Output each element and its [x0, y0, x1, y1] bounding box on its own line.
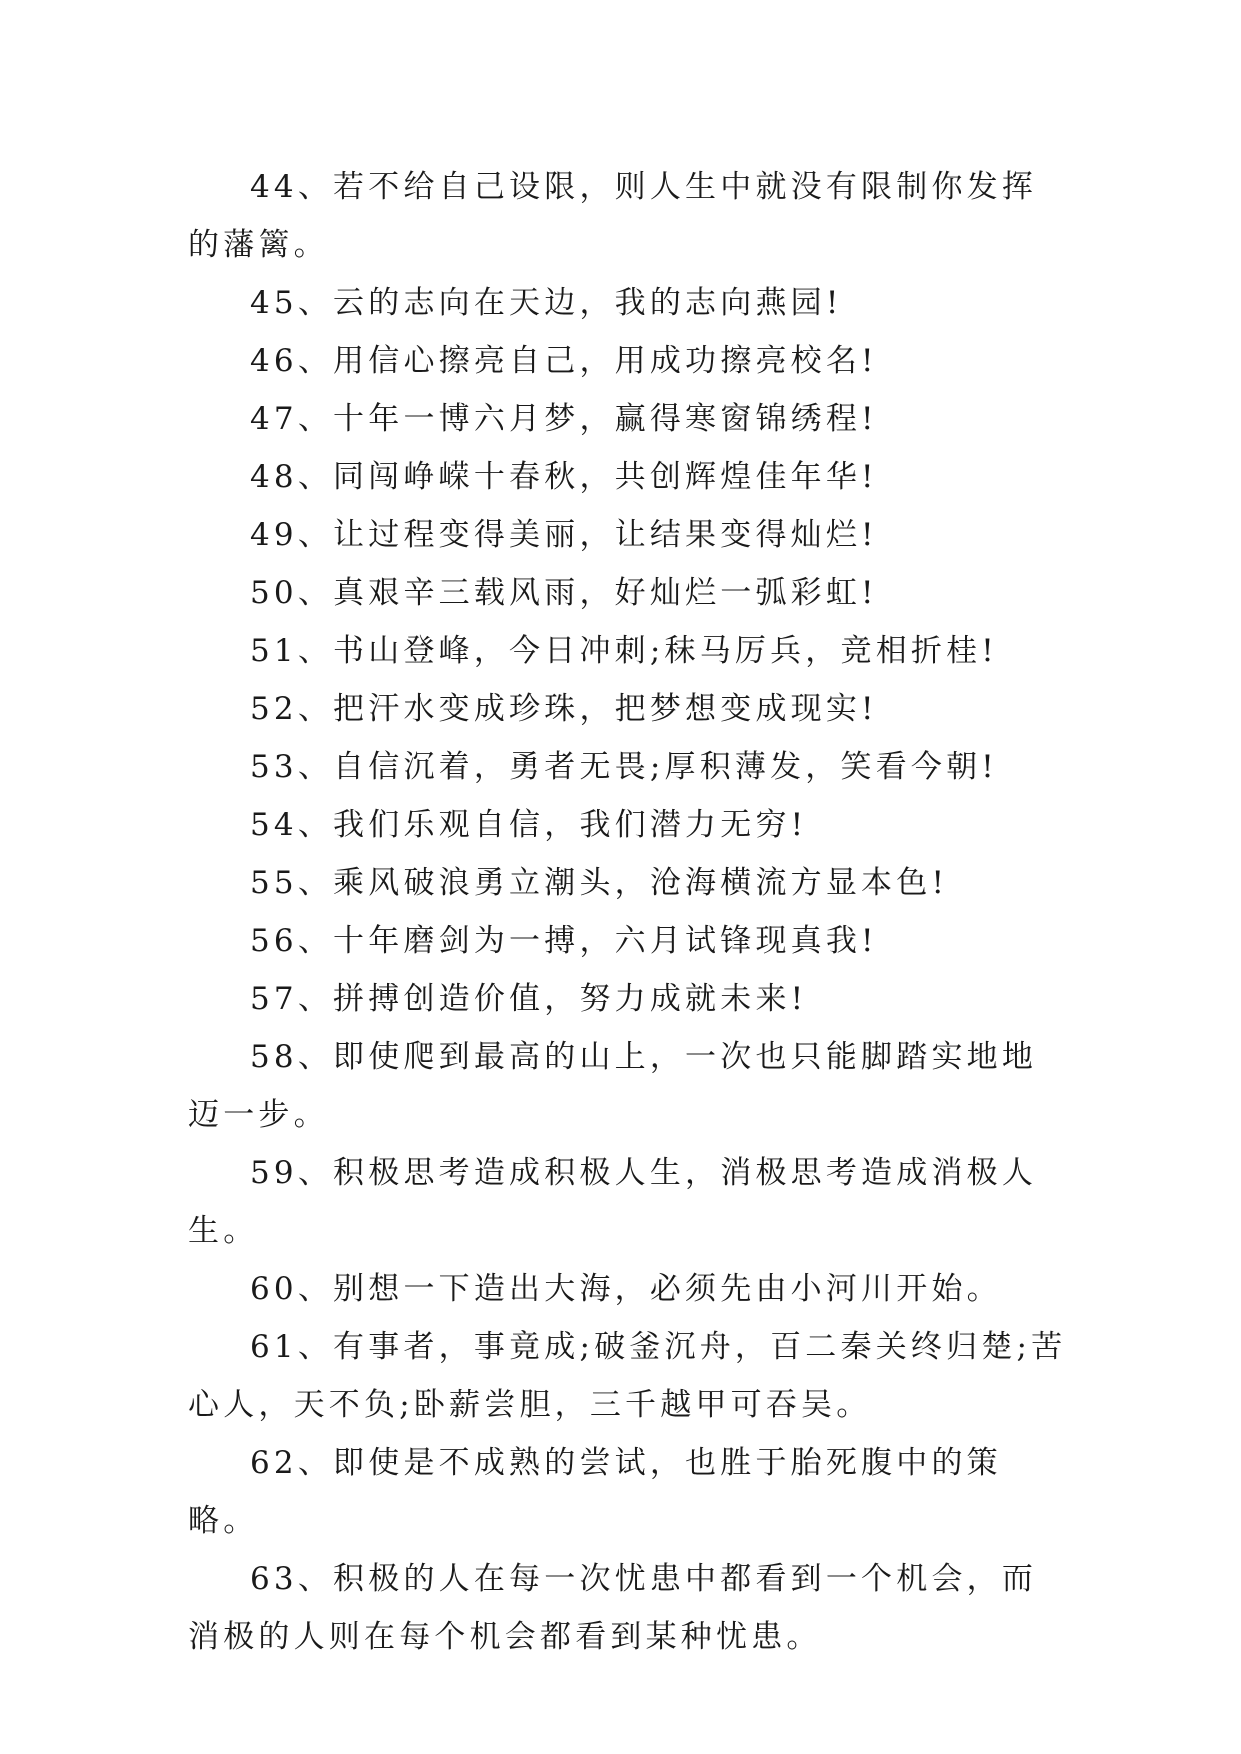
list-item: 59、积极思考造成积极人生，消极思考造成消极人生。 [188, 1155, 1038, 1249]
list-item: 50、真艰辛三载风雨，好灿烂一弧彩虹! [250, 575, 878, 611]
list-item: 53、自信沉着，勇者无畏;厚积薄发，笑看今朝! [250, 749, 998, 785]
document-body [188, 158, 1068, 1666]
list-item: 47、十年一博六月梦，赢得寒窗锦绣程! [250, 401, 878, 437]
list-item: 49、让过程变得美丽，让结果变得灿烂! [250, 517, 878, 553]
list-item: 60、别想一下造出大海，必须先由小河川开始。 [250, 1271, 1002, 1307]
list-item: 54、我们乐观自信，我们潜力无穷! [250, 807, 808, 843]
list-item: 58、即使爬到最高的山上，一次也只能脚踏实地地迈一步。 [188, 1039, 1038, 1133]
list-item: 56、十年磨剑为一搏，六月试锋现真我! [250, 923, 878, 959]
list-item: 44、若不给自己设限，则人生中就没有限制你发挥的藩篱。 [188, 169, 1038, 263]
list-item: 45、云的志向在天边，我的志向燕园! [250, 285, 843, 321]
list-item: 48、同闯峥嵘十春秋，共创辉煌佳年华! [250, 459, 878, 495]
list-item: 62、即使是不成熟的尝试，也胜于胎死腹中的策略。 [188, 1445, 1002, 1539]
list-item: 61、有事者，事竟成;破釜沉舟，百二秦关终归楚;苦心人，天不负;卧薪尝胆，三千越甲可吞吴。 [188, 1329, 1067, 1423]
list-item: 55、乘风破浪勇立潮头，沧海横流方显本色! [250, 865, 949, 901]
list-item: 46、用信心擦亮自己，用成功擦亮校名! [250, 343, 878, 379]
list-item: 51、书山登峰，今日冲刺;秣马厉兵，竞相折桂! [250, 633, 998, 669]
list-item: 63、积极的人在每一次忧患中都看到一个机会，而消极的人则在每个机会都看到某种忧患。 [188, 1561, 1038, 1655]
list-item: 57、拼搏创造价值，努力成就未来! [250, 981, 808, 1017]
list-item: 52、把汗水变成珍珠，把梦想变成现实! [250, 691, 878, 727]
